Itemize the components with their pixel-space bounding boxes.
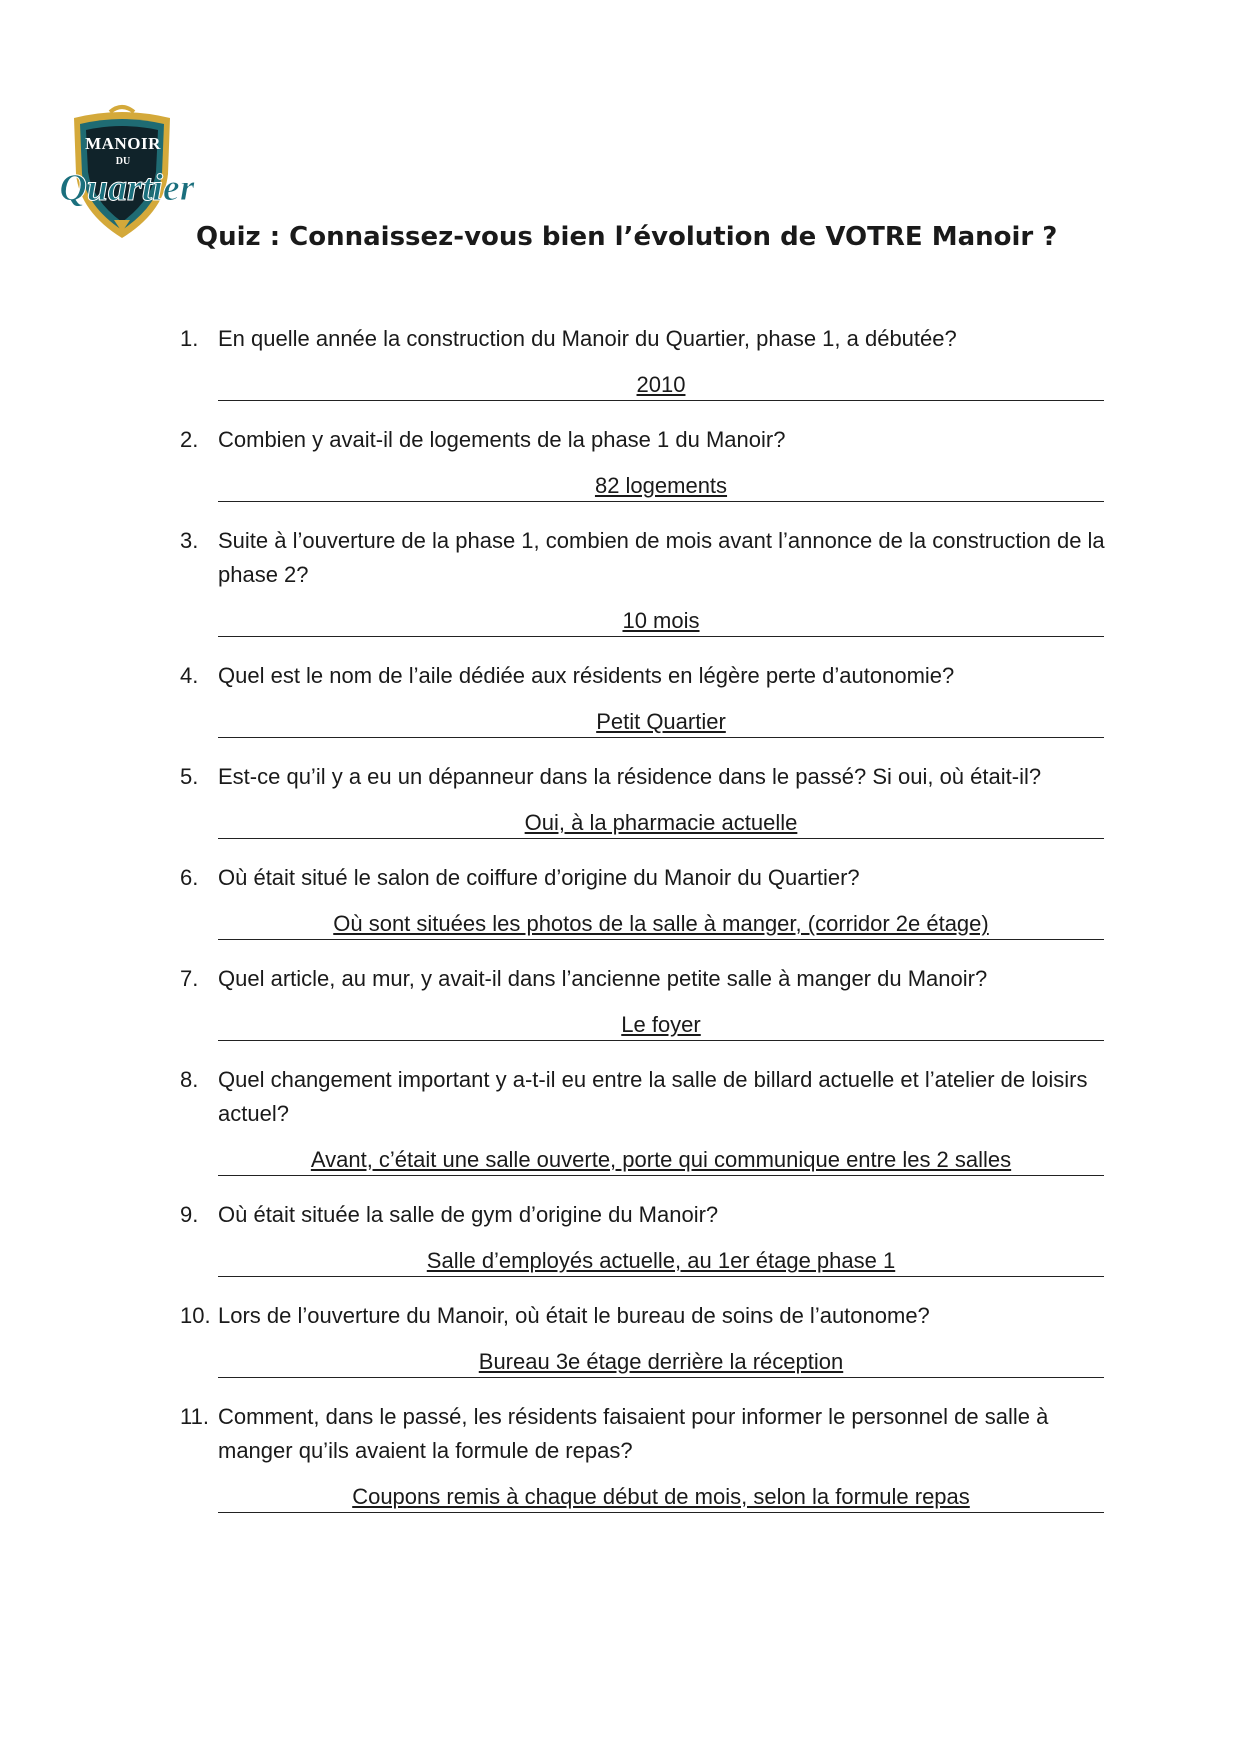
logo-word-quartier: Quartier — [59, 167, 195, 209]
question-3 — [180, 524, 1110, 592]
question-6 — [180, 861, 1110, 895]
manoir-du-quartier-logo — [44, 104, 200, 244]
question-text: Quel changement important y a-t-il eu entre la salle de billard actuelle et l’atelier de loisirs actuel? — [218, 1067, 1088, 1126]
question-text: Quel article, au mur, y avait-il dans l’ancienne petite salle à manger du Manoir? — [218, 966, 988, 991]
question-9 — [180, 1198, 1110, 1232]
answer-line-3 — [218, 606, 1104, 637]
question-number: 6. — [180, 865, 199, 890]
answer-text: 2010 — [636, 372, 686, 397]
question-number: 7. — [180, 966, 199, 991]
answer-text: Salle d’employés actuelle, au 1er étage phase 1 — [426, 1248, 896, 1273]
question-4 — [180, 659, 1110, 693]
question-text: Est-ce qu’il y a eu un dépanneur dans la résidence dans le passé? Si oui, où était-il? — [218, 764, 1042, 789]
answer-text: Oui, à la pharmacie actuelle — [524, 810, 798, 835]
answer-line-7 — [218, 1010, 1104, 1041]
question-number: 8. — [180, 1067, 199, 1092]
answer-line-8 — [218, 1145, 1104, 1176]
question-2 — [180, 423, 1110, 457]
answer-line-10 — [218, 1347, 1104, 1378]
question-10 — [180, 1299, 1110, 1333]
question-text: Combien y avait-il de logements de la phase 1 du Manoir? — [218, 427, 786, 452]
answer-line-2 — [218, 471, 1104, 502]
question-text: En quelle année la construction du Manoir du Quartier, phase 1, a débutée? — [218, 326, 957, 351]
question-7 — [180, 962, 1110, 996]
question-number: 2. — [180, 427, 199, 452]
question-number: 10. — [180, 1303, 211, 1328]
question-number: 1. — [180, 326, 199, 351]
answer-text: Avant, c’était une salle ouverte, porte qui communique entre les 2 salles — [310, 1147, 1012, 1172]
answer-line-6 — [218, 909, 1104, 940]
answer-line-4 — [218, 707, 1104, 738]
question-8 — [180, 1063, 1110, 1131]
question-text: Où était situé le salon de coiffure d’origine du Manoir du Quartier? — [218, 865, 860, 890]
question-text: Comment, dans le passé, les résidents faisaient pour informer le personnel de salle à manger qu’ils avaient la formule de repas? — [218, 1404, 1049, 1463]
page-title: Quiz : Connaissez-vous bien l’évolution de VOTRE Manoir ? — [196, 222, 1058, 252]
question-text: Suite à l’ouverture de la phase 1, combien de mois avant l’annonce de la construction de la phase 2? — [218, 528, 1105, 587]
answer-text: Petit Quartier — [596, 709, 726, 734]
answer-text: 10 mois — [622, 608, 700, 633]
logo-word-du: DU — [115, 156, 131, 167]
question-11 — [180, 1400, 1110, 1468]
question-text: Lors de l’ouverture du Manoir, où était le bureau de soins de l’autonome? — [218, 1303, 930, 1328]
answer-text: Où sont situées les photos de la salle à manger, (corridor 2e étage) — [333, 911, 989, 936]
answer-line-1 — [218, 370, 1104, 401]
answer-text: 82 logements — [594, 473, 728, 498]
answer-line-9 — [218, 1246, 1104, 1277]
question-5 — [180, 760, 1110, 794]
answer-text: Coupons remis à chaque début de mois, selon la formule repas — [352, 1484, 970, 1509]
question-number: 4. — [180, 663, 199, 688]
answer-text: Le foyer — [621, 1012, 701, 1037]
question-number: 9. — [180, 1202, 199, 1227]
logo-word-manoir: MANOIR — [85, 134, 161, 153]
question-text: Où était située la salle de gym d’origine du Manoir? — [218, 1202, 719, 1227]
question-text: Quel est le nom de l’aile dédiée aux résidents en légère perte d’autonomie? — [218, 663, 955, 688]
question-number: 3. — [180, 528, 199, 553]
question-1 — [180, 322, 1110, 356]
question-number: 5. — [180, 764, 199, 789]
answer-line-5 — [218, 808, 1104, 839]
answer-text: Bureau 3e étage derrière la réception — [478, 1349, 844, 1374]
question-number: 11. — [180, 1404, 209, 1429]
answer-line-11 — [218, 1482, 1104, 1513]
